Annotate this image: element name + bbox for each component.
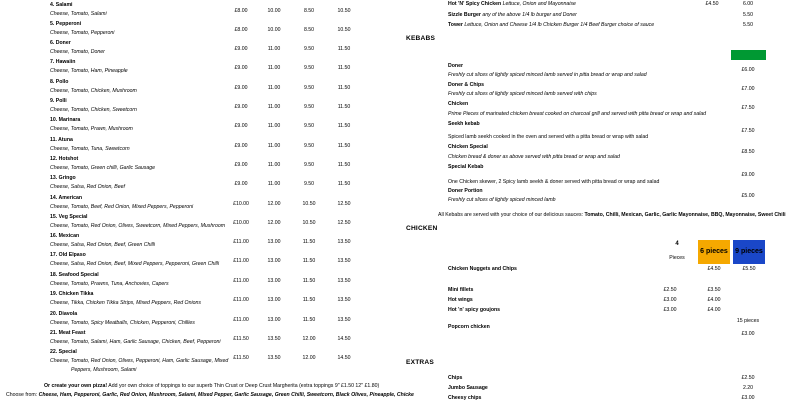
pizza-price: £9.00	[234, 85, 248, 91]
kebab-name: Special Kebab	[448, 164, 484, 170]
pizza-price: £11.00	[233, 258, 249, 264]
kebab-name: Seekh kebab	[448, 121, 480, 127]
pizza-price: 10.50	[337, 27, 351, 33]
pizza-price: 11.50	[337, 143, 351, 149]
pizza-name: 10. Marinara	[50, 117, 81, 123]
pizza-price: 9.50	[303, 65, 315, 71]
pizza-name: 16. Mexican	[50, 233, 80, 239]
pizza-price: 9.50	[303, 104, 315, 110]
pizza-price: 11.00	[267, 143, 281, 149]
kebab-name: Chicken Special	[448, 144, 488, 150]
pizza-desc: Cheese, Tomato, Spicy Meatballs, Chicken, Pepperoni, Chillies	[50, 320, 195, 326]
pizza-name: 9. Polli	[50, 98, 67, 104]
pizza-price: 11.00	[267, 162, 281, 168]
pizza-desc: Cheese, Tomato, Chicken, Mushroom	[50, 88, 137, 94]
pizza-price: 9.50	[303, 85, 315, 91]
pizza-price: 11.00	[267, 181, 281, 187]
kebab-price: £9.00	[741, 172, 755, 178]
kebab-name: Chicken	[448, 101, 469, 107]
chicken-item-name: Hot wings	[448, 297, 473, 303]
burger-price-large: 5.50	[742, 22, 754, 28]
pizza-price: 9.50	[303, 181, 315, 187]
pizza-price: £9.00	[234, 104, 248, 110]
extra-name: Jumbo Sausage	[448, 385, 488, 391]
pizza-price: 13.50	[337, 258, 351, 264]
create-your-own-line	[44, 383, 379, 389]
pizza-price: 8.50	[303, 27, 315, 33]
pizza-price: 11.50	[337, 104, 351, 110]
pizza-desc: Cheese, Tomato, Pepperoni	[50, 30, 115, 36]
pizza-price: 13.00	[267, 317, 281, 323]
pizza-price: £8.00	[234, 8, 248, 14]
extra-name: Cheesy chips	[448, 395, 482, 401]
pizza-price: £10.00	[233, 201, 249, 207]
pizza-desc: Cheese, Tomato, Chicken, Sweetcorn	[50, 107, 137, 113]
pizza-price: 11.50	[337, 65, 351, 71]
pizza-price: 11.50	[337, 162, 351, 168]
kebab-desc: Spiced lamb seekh cooked in the oven and served with a pitta bread or wrap with salad	[448, 134, 649, 140]
kebabs-heading: KEBABS	[406, 35, 436, 42]
create-own-heading: Or create your own pizza!	[44, 383, 108, 389]
pizza-price: 11.50	[302, 239, 316, 245]
pizza-desc: Cheese, Tomato, Red Onion, Olives, Sweetcorn, Mixed Peppers, Mushroom	[50, 223, 226, 229]
pizza-price: 12.00	[302, 355, 316, 361]
kebab-price: £5.00	[741, 193, 755, 199]
extra-price: 2.20	[742, 385, 754, 391]
pizza-price: 11.50	[337, 85, 351, 91]
pizza-name: 17. Old Elpaso	[50, 252, 86, 258]
pizza-price: 11.00	[267, 85, 281, 91]
pizza-price: 10.50	[302, 220, 316, 226]
pizza-price: 11.00	[267, 123, 281, 129]
chicken-heading: CHICKEN	[406, 225, 438, 232]
pizza-name: 22. Special	[50, 349, 77, 355]
kebab-name: Doner & Chips	[448, 82, 485, 88]
pizza-name: 12. Hotshot	[50, 156, 79, 162]
chicken-item-name: Hot 'n' spicy goujons	[448, 307, 501, 313]
pizza-price: 13.50	[337, 278, 351, 284]
pizza-price: 11.50	[337, 123, 351, 129]
kebab-price: £7.50	[741, 105, 755, 111]
pizza-desc: Cheese, Tomato, Beef, Red Onion, Mixed Peppers, Pepperoni	[50, 204, 194, 210]
pizza-name: 11. Atuna	[50, 137, 73, 143]
pizza-desc: Cheese, Salsa, Red Onion, Beef, Mixed Peppers, Pepperoni, Green Chilli	[50, 261, 219, 267]
pizza-price: 12.50	[337, 201, 351, 207]
pizza-name: 4. Salami	[50, 2, 73, 8]
popcorn-price: £3.00	[741, 331, 755, 337]
burger-name: Tower	[448, 22, 463, 28]
pizza-desc: Cheese, Tomato, Red Onion, Olives, Pepperoni, Ham, Garlic Sausage, Mixed	[50, 358, 229, 364]
burger-price-large: 5.50	[742, 12, 754, 18]
pizza-price: 10.00	[267, 8, 281, 14]
pizza-price: 13.50	[337, 239, 351, 245]
pizza-price: 13.50	[267, 355, 281, 361]
pizza-price: 11.50	[302, 317, 316, 323]
pizza-price: £9.00	[234, 162, 248, 168]
pizza-price: 13.50	[337, 297, 351, 303]
choose-label: Choose from:	[6, 392, 39, 398]
burger-name: Hot 'N' Spicy Chicken	[448, 1, 502, 7]
pizza-desc: Cheese, Tomato, Prawns, Tuna, Anchovies, Capers	[50, 281, 169, 287]
sauce-list: Tomato, Chilli, Mexican, Garlic, Garlic Mayonnaise, BBQ, Mayonnaise, Sweet Chili	[584, 212, 786, 218]
burger-name: Sizzle Burger	[448, 12, 481, 18]
extras-heading: EXTRAS	[406, 359, 434, 366]
burger-row	[448, 1, 576, 7]
pizza-desc: Cheese, Tomato, Ham, Pineapple	[50, 68, 128, 74]
pizza-price: 12.00	[267, 220, 281, 226]
pizza-price: £9.00	[234, 181, 248, 187]
pizza-price: 14.50	[337, 355, 351, 361]
pizza-price: £9.00	[234, 143, 248, 149]
chicken-price-6: £3.50	[707, 287, 721, 293]
pizza-price: 13.00	[267, 278, 281, 284]
sauce-note-text: All Kebabs are served with your choice of our delicious sauces:	[438, 212, 585, 218]
pizza-price: £11.50	[233, 336, 249, 342]
extra-name: Chips	[448, 375, 463, 381]
toppings-list: Cheese, Ham, Pepperoni, Garlic, Red Onion, Mushroom, Salami, Mixed Pepper, Garlic Sausage, Green Chilli, Sweetcorn, Black Olives, Pineapple, Chicke	[38, 392, 414, 398]
pizza-price: 11.00	[267, 104, 281, 110]
pizza-price: 14.50	[337, 336, 351, 342]
chicken-price-4: £3.00	[663, 307, 677, 313]
pizza-price: 10.50	[302, 201, 316, 207]
chicken-item-name: Mini fillets	[448, 287, 474, 293]
pizza-name: 20. Diavola	[50, 311, 78, 317]
pizza-price: 12.00	[267, 201, 281, 207]
pizza-price: 8.50	[303, 8, 315, 14]
pizza-price: 12.50	[337, 220, 351, 226]
kebab-name: Doner	[448, 63, 463, 69]
chicken-price-6: £4.00	[707, 307, 721, 313]
pizza-price: 11.50	[302, 278, 316, 284]
kebab-sauce-note	[438, 212, 786, 218]
pizza-desc: Cheese, Salsa, Red Onion, Beef	[50, 184, 125, 190]
pizza-price: 13.00	[267, 239, 281, 245]
burger-price-large: 6.00	[742, 1, 754, 7]
popcorn-name: Popcorn chicken	[448, 324, 490, 330]
kebab-desc: Freshly cut slices of lightly spiced minced lamb	[448, 197, 556, 203]
kebab-desc: Freshly cut slices of lightly spiced minced lamb served with chips	[448, 91, 597, 97]
create-own-text: Add yor own choice of toppings to our superb Thin Crust or Deep Crust Margherita (extra toppings 9" £1.50 12" £1.80)	[107, 383, 380, 389]
extra-price: £3.00	[741, 395, 755, 401]
pizza-price: 13.50	[337, 317, 351, 323]
pizza-name: 8. Pollo	[50, 79, 69, 85]
kebab-desc: One Chicken skewer, 2 Spicy lamb seekh & doner served with pitta bread or wrap and salad	[448, 179, 660, 185]
toppings-line	[6, 392, 414, 398]
pizza-name: 6. Doner	[50, 40, 71, 46]
pizza-name: 21. Meat Feast	[50, 330, 86, 336]
pizza-name: 18. Seafood Special	[50, 272, 99, 278]
pizza-price: £9.00	[234, 123, 248, 129]
pizza-price: 13.00	[267, 297, 281, 303]
pizza-desc-cont: Peppers, Mushroom, Salami	[71, 367, 137, 373]
burger-row	[448, 22, 654, 28]
pizza-desc: Cheese, Tomato, Tuna, Sweetcorn	[50, 146, 130, 152]
pizza-name: 7. Hawaiin	[50, 59, 76, 65]
pizza-desc: Cheese, Tomato, Green chilli, Garlic Sausage	[50, 165, 156, 171]
pizza-price: 11.00	[267, 65, 281, 71]
pieces-count-4: 4	[675, 241, 679, 247]
nine-pieces-box: 9 pieces	[733, 240, 765, 264]
extra-price: £2.50	[741, 375, 755, 381]
pizza-price: 12.00	[302, 336, 316, 342]
pizza-name: 15. Veg Special	[50, 214, 88, 220]
pizza-price: £9.00	[234, 65, 248, 71]
kebab-price: £6.00	[741, 67, 755, 73]
pizza-price: 13.50	[267, 336, 281, 342]
pizza-price: 10.00	[267, 27, 281, 33]
chicken-price-6: £5.50	[742, 266, 756, 272]
pizza-price: 11.50	[302, 258, 316, 264]
green-price-box	[731, 50, 766, 60]
pizza-price: £11.00	[233, 317, 249, 323]
burger-desc: Lettuce, Onion and Mayonnaise	[501, 1, 576, 7]
burger-row	[448, 12, 577, 18]
pizza-price: 10.50	[337, 8, 351, 14]
pizza-price: 11.00	[267, 46, 281, 52]
pizza-price: 11.50	[337, 46, 351, 52]
pizza-price: 13.00	[267, 258, 281, 264]
chicken-price-4: £4.50	[707, 266, 721, 272]
pizza-name: 13. Gringo	[50, 175, 76, 181]
pizza-price: 11.50	[337, 181, 351, 187]
pizza-price: 9.50	[303, 143, 315, 149]
pizza-price: £11.00	[233, 278, 249, 284]
pizza-price: £11.50	[233, 355, 249, 361]
pieces-label: Pieces	[669, 255, 685, 261]
pizza-desc: Cheese, Tomato, Salami, Ham, Garlic Sausage, Chicken, Beef, Pepperoni	[50, 339, 221, 345]
kebab-desc: Freshly cut slices of lightly spiced minced lamb served in pitta bread or wrap and salad	[448, 72, 647, 78]
kebab-price: £7.00	[741, 86, 755, 92]
burger-desc: Lettuce, Onion and Cheese 1/4 lb Chicken Burger 1/4 Beef Burger choice of sauce	[462, 22, 655, 28]
pizza-price: 9.50	[303, 162, 315, 168]
chicken-price-4: £3.00	[663, 297, 677, 303]
pizza-desc: Cheese, Tikka, Chicken Tikka Strips, Mixed Peppers, Red Onions	[50, 300, 201, 306]
popcorn-portion: 15 pieces	[736, 318, 760, 324]
pizza-price: 9.50	[303, 46, 315, 52]
pizza-name: 5. Pepperoni	[50, 21, 82, 27]
pizza-name: 14. American	[50, 195, 83, 201]
pizza-desc: Cheese, Tomato, Doner	[50, 49, 105, 55]
chicken-price-4: £2.50	[663, 287, 677, 293]
pizza-name: 19. Chicken Tikka	[50, 291, 94, 297]
pizza-desc: Cheese, Tomato, Salami	[50, 11, 107, 17]
pizza-price: £10.00	[233, 220, 249, 226]
pizza-price: 11.50	[302, 297, 316, 303]
pizza-desc: Cheese, Salsa, Red Onion, Beef, Green Chilli	[50, 242, 155, 248]
kebab-desc: Prime Pieces of marinated chicken breast cooked on charcoal grill and served with pitta bread or wrap and salad	[448, 111, 707, 117]
pizza-desc: Cheese, Tomato, Prawn, Mushroom	[50, 126, 133, 132]
pizza-price: £9.00	[234, 46, 248, 52]
burger-price-small: £4.50	[705, 1, 719, 7]
chicken-item-name: Chicken Nuggets and Chips	[448, 266, 517, 272]
kebab-name: Doner Portion	[448, 188, 483, 194]
six-pieces-box: 6 pieces	[698, 240, 730, 264]
kebab-desc: Chicken bread & doner as above served with pitta bread or wrap and salad	[448, 154, 620, 160]
kebab-price: £8.50	[741, 149, 755, 155]
pizza-price: £11.00	[233, 297, 249, 303]
chicken-price-6: £4.00	[707, 297, 721, 303]
pizza-price: £11.00	[233, 239, 249, 245]
pizza-price: £8.00	[234, 27, 248, 33]
burger-desc: any of the above 1/4 lb burger and Doner	[480, 12, 577, 18]
pizza-price: 9.50	[303, 123, 315, 129]
kebab-price: £7.50	[741, 128, 755, 134]
